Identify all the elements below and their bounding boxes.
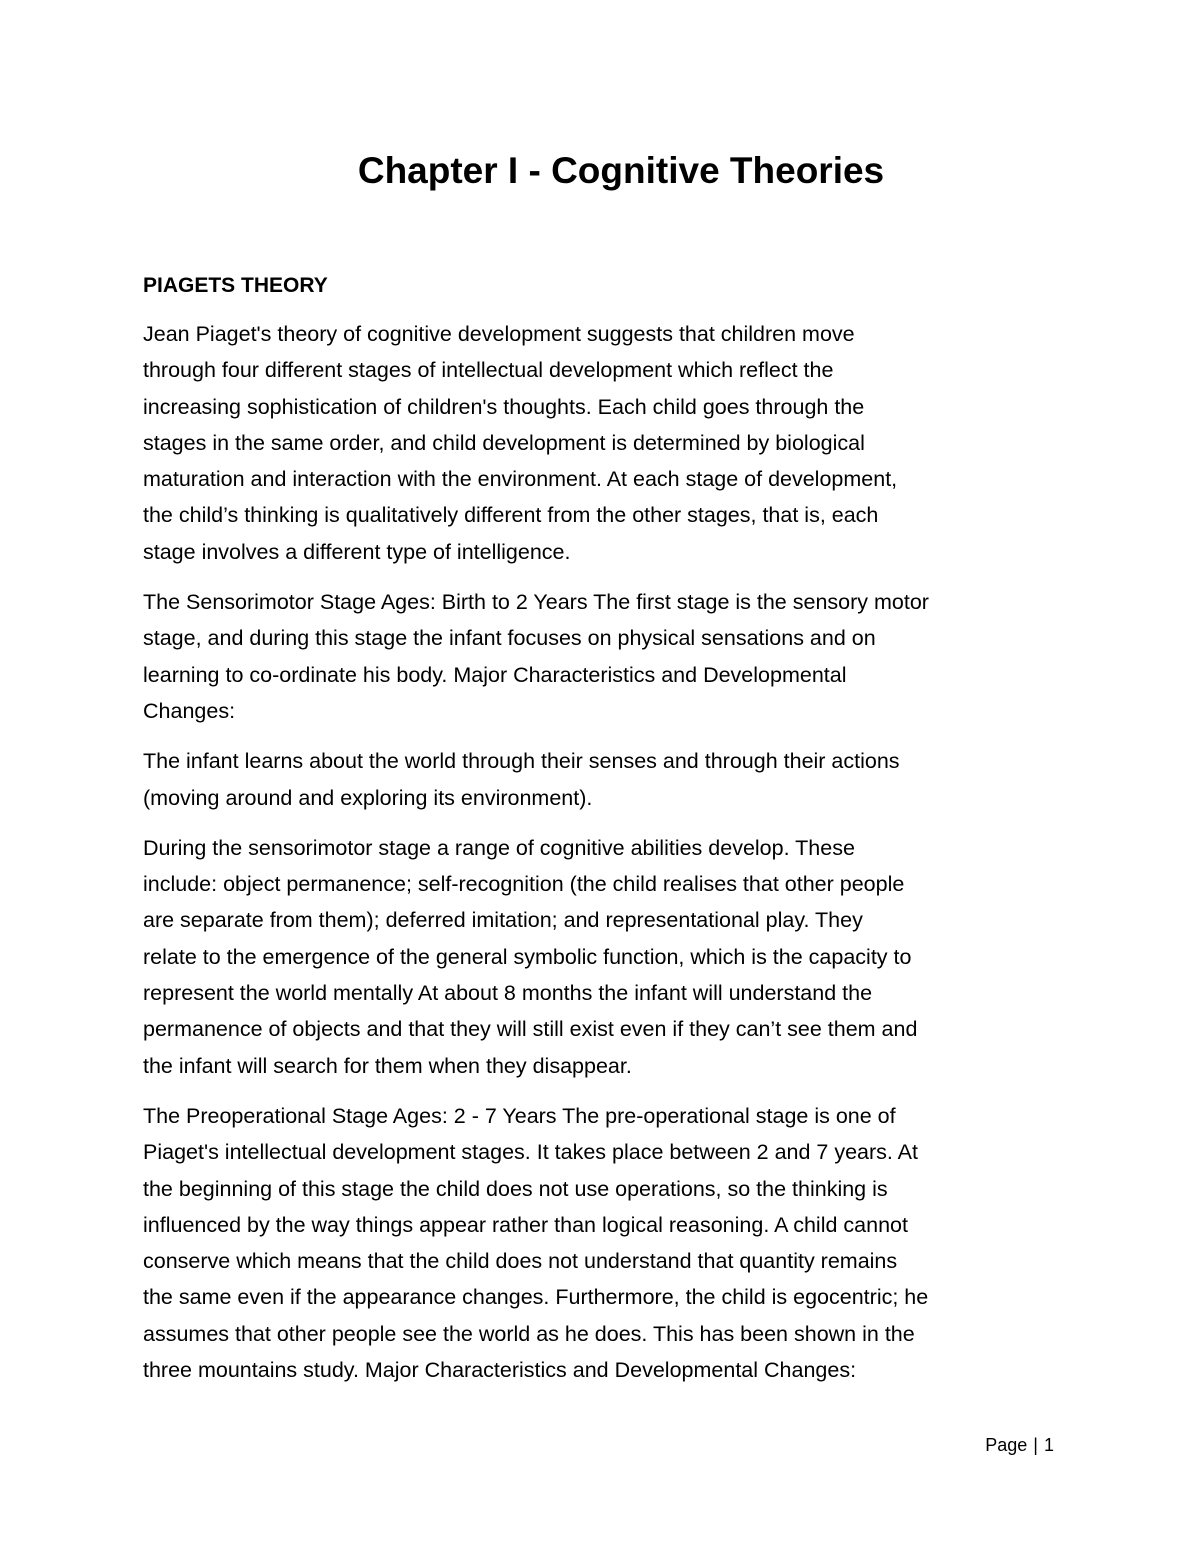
paragraph-line: the beginning of this stage the child does not use operations, so the thinking is (143, 1176, 888, 1201)
paragraph-line: the child’s thinking is qualitatively different from the other stages, that is, each (143, 503, 879, 528)
paragraph (143, 584, 1078, 729)
paragraph-line: (moving around and exploring its environment). (143, 785, 593, 810)
paragraph-line: assumes that other people see the world as he does. This has been shown in the (143, 1321, 915, 1346)
paragraph-line: maturation and interaction with the environment. At each stage of development, (143, 467, 898, 492)
paragraph-line: the same even if the appearance changes. Furthermore, the child is egocentric; he (143, 1285, 929, 1310)
paragraph-line: stage, and during this stage the infant focuses on physical sensations and on (143, 626, 876, 651)
paragraph-line: represent the world mentally At about 8 months the infant will understand the (143, 981, 873, 1006)
paragraph-line: stages in the same order, and child development is determined by biological (143, 430, 865, 455)
paragraph-line: Piaget's intellectual development stages. It takes place between 2 and 7 years. At (143, 1140, 918, 1165)
page-separator: | (1033, 1435, 1038, 1455)
page-label: Page (985, 1435, 1028, 1455)
paragraph (143, 316, 1078, 570)
paragraph-line: stage involves a different type of intelligence. (143, 539, 571, 564)
paragraph-line: are separate from them); deferred imitation; and representational play. They (143, 908, 863, 933)
paragraph-line: the infant will search for them when they disappear. (143, 1053, 632, 1078)
section-heading: PIAGETS THEORY (143, 274, 328, 297)
paragraph (143, 830, 1078, 1084)
paragraph-line: conserve which means that the child does not understand that quantity remains (143, 1249, 898, 1274)
paragraph-list (143, 316, 1078, 1388)
paragraph-line: increasing sophistication of children's thoughts. Each child goes through the (143, 394, 865, 419)
paragraph-line: influenced by the way things appear rather than logical reasoning. A child cannot (143, 1212, 908, 1237)
page-footer (985, 1430, 1054, 1460)
paragraph-line: permanence of objects and that they will still exist even if they can’t see them and (143, 1017, 918, 1042)
paragraph-line: learning to co-ordinate his body. Major Characteristics and Developmental (143, 662, 847, 687)
paragraph-line: Changes: (143, 698, 236, 723)
paragraph-line: through four different stages of intellectual development which reflect the (143, 358, 834, 383)
paragraph-line: include: object permanence; self-recognition (the child realises that other people (143, 872, 905, 897)
paragraph-line: Jean Piaget's theory of cognitive development suggests that children move (143, 322, 855, 346)
paragraph (143, 743, 1078, 816)
paragraph-line: The infant learns about the world through their senses and through their actions (143, 749, 900, 774)
paragraph-line: The Preoperational Stage Ages: 2 - 7 Years The pre-operational stage is one of (143, 1103, 896, 1128)
paragraph (143, 1098, 1078, 1388)
paragraph-line: three mountains study. Major Characteristics and Developmental Changes: (143, 1358, 857, 1383)
paragraph-line: relate to the emergence of the general symbolic function, which is the capacity to (143, 944, 912, 969)
paragraph-line: During the sensorimotor stage a range of cognitive abilities develop. These (143, 835, 855, 860)
page-number: 1 (1043, 1435, 1054, 1455)
page-title: Chapter I - Cognitive Theories (357, 150, 885, 191)
paragraph-line: The Sensorimotor Stage Ages: Birth to 2 Years The first stage is the sensory motor (143, 590, 929, 615)
document-body (143, 268, 1078, 1402)
